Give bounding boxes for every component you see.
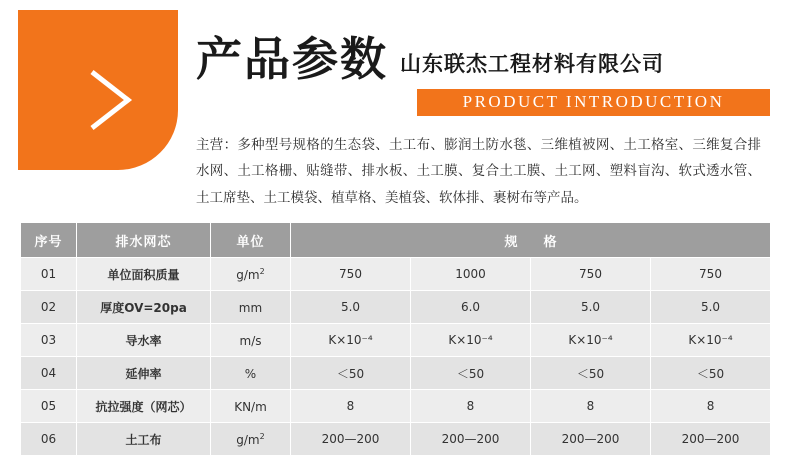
table-header-row: [21, 223, 771, 258]
cell-value: 5.0: [651, 291, 771, 324]
cell-value: K×10⁻⁴: [531, 324, 651, 357]
cell-unit-base: g/m: [236, 267, 260, 282]
cell-value: 750: [651, 258, 771, 291]
cell-value: ＜50: [291, 357, 411, 390]
cell-unit-base: m/s: [239, 333, 262, 348]
header-text-block: [196, 32, 770, 211]
column-header-index: 序号: [21, 223, 77, 258]
cell-unit-sup: 2: [259, 431, 265, 441]
table-row: [21, 357, 771, 390]
cell-name: 抗拉强度（网芯）: [77, 390, 211, 423]
cell-value: 8: [291, 390, 411, 423]
page-header: [0, 0, 790, 210]
cell-unit: [211, 324, 291, 357]
column-header-product: 排水网芯: [77, 223, 211, 258]
cell-index: 03: [21, 324, 77, 357]
column-header-spec-label: 规格: [504, 234, 583, 250]
logo-block: [18, 10, 178, 170]
cell-value: 200—200: [411, 423, 531, 456]
company-name: 山东联杰工程材料有限公司: [400, 52, 664, 76]
cell-value: K×10⁻⁴: [291, 324, 411, 357]
cell-value: ＜50: [531, 357, 651, 390]
cell-value: 8: [411, 390, 531, 423]
cell-index: 02: [21, 291, 77, 324]
cell-unit: [211, 423, 291, 456]
page-title: 产品参数: [196, 32, 388, 86]
cell-index: 01: [21, 258, 77, 291]
cell-value: 8: [531, 390, 651, 423]
cell-unit: [211, 357, 291, 390]
cell-name: 延伸率: [77, 357, 211, 390]
cell-value: 1000: [411, 258, 531, 291]
cell-unit-base: mm: [238, 300, 263, 315]
spec-table: [20, 222, 771, 456]
cell-index: 06: [21, 423, 77, 456]
cell-index: 05: [21, 390, 77, 423]
cell-value: 750: [291, 258, 411, 291]
cell-unit-base: g/m: [236, 432, 260, 447]
cell-unit-base: %: [244, 366, 257, 381]
table-row: [21, 324, 771, 357]
cell-unit: [211, 390, 291, 423]
column-header-unit: 单位: [211, 223, 291, 258]
cell-name: 厚度OV=20pa: [77, 291, 211, 324]
table-row: [21, 258, 771, 291]
cell-value: 200—200: [531, 423, 651, 456]
cell-value: ＜50: [651, 357, 771, 390]
chevron-right-icon: [86, 68, 134, 132]
cell-unit-sup: 2: [259, 266, 265, 276]
table-row: [21, 390, 771, 423]
title-row: [196, 32, 770, 86]
cell-name: 土工布: [77, 423, 211, 456]
cell-value: 6.0: [411, 291, 531, 324]
spec-table-wrapper: [20, 222, 770, 456]
cell-unit: [211, 291, 291, 324]
cell-value: K×10⁻⁴: [651, 324, 771, 357]
table-row: [21, 423, 771, 456]
cell-value: ＜50: [411, 357, 531, 390]
table-row: [21, 291, 771, 324]
cell-value: 5.0: [291, 291, 411, 324]
cell-value: 200—200: [291, 423, 411, 456]
column-header-spec: [291, 223, 771, 258]
subtitle-spacer: [196, 92, 417, 114]
cell-value: 8: [651, 390, 771, 423]
cell-name: 导水率: [77, 324, 211, 357]
cell-value: K×10⁻⁴: [411, 324, 531, 357]
table-body: [21, 258, 771, 456]
cell-value: 200—200: [651, 423, 771, 456]
subtitle-bar: [196, 89, 770, 116]
table-header: [21, 223, 771, 258]
cell-value: 750: [531, 258, 651, 291]
cell-name: 单位面积质量: [77, 258, 211, 291]
cell-index: 04: [21, 357, 77, 390]
cell-unit: [211, 258, 291, 291]
cell-unit-base: KN/m: [234, 399, 267, 414]
cell-value: 5.0: [531, 291, 651, 324]
subtitle-english: PRODUCT INTRODUCTION: [417, 89, 770, 116]
business-description: 主营：多种型号规格的生态袋、土工布、膨润土防水毯、三维植被网、土工格室、三维复合排水网、土工格栅、贴缝带、排水板、土工膜、复合土工膜、土工网、塑料盲沟、软式透水管、土工席垫、土工模袋、植草格、美植袋、软体排、裹树布等产品。: [196, 137, 761, 206]
